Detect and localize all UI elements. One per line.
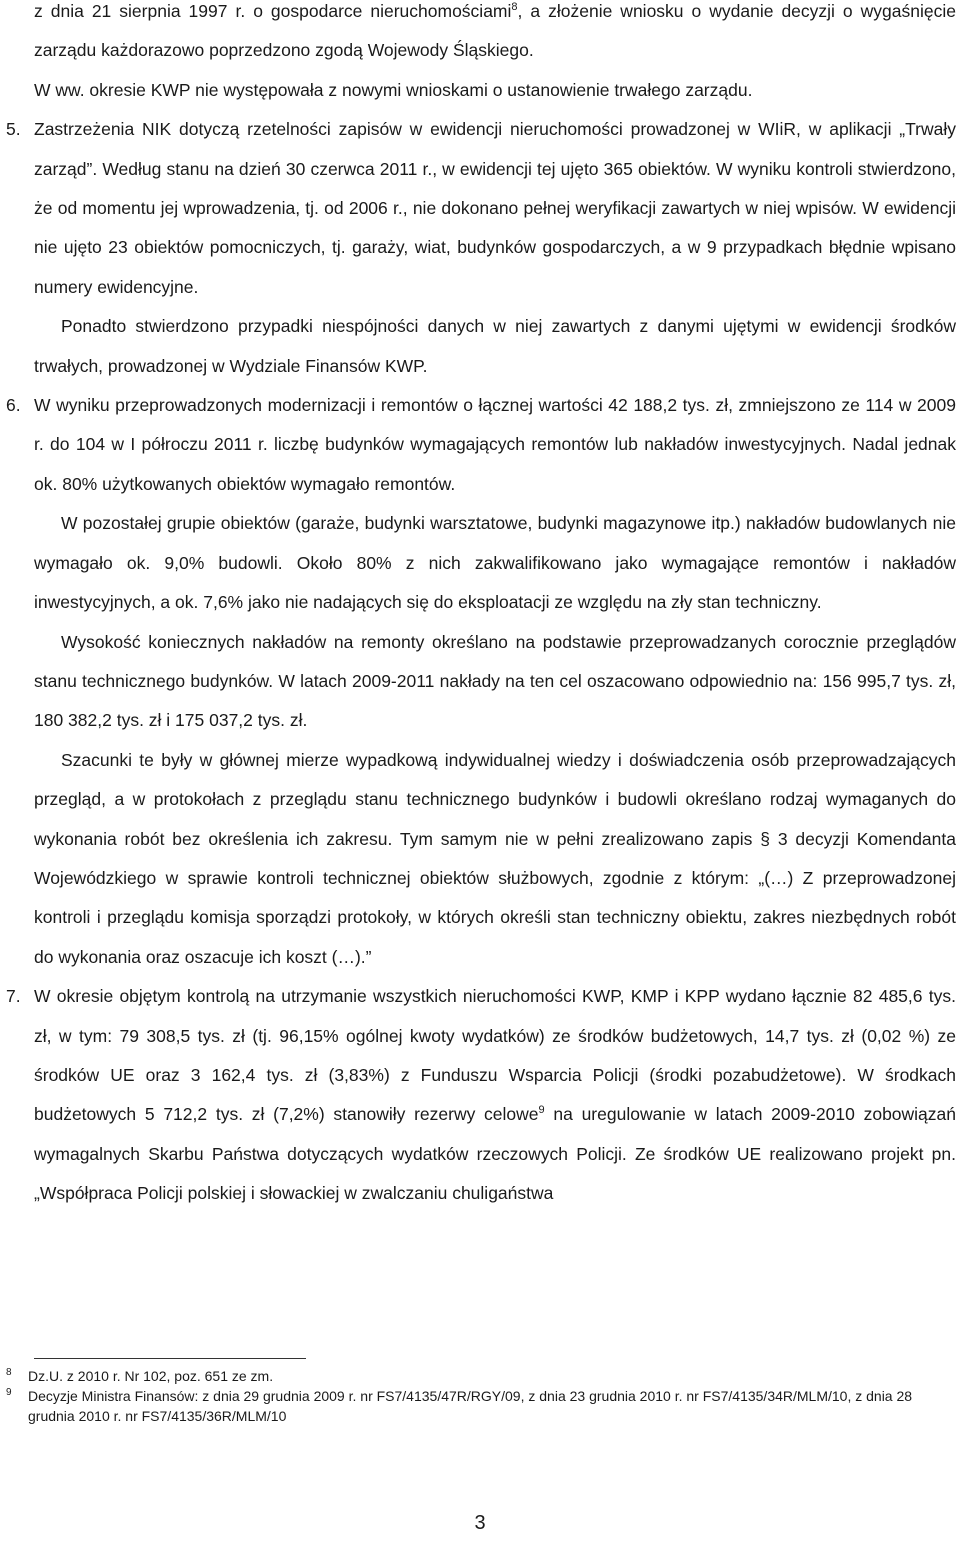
section-5-paragraph-2: Ponadto stwierdzono przypadki niespójności danych w niej zawartych z danymi ujętymi w ewidencji środków trwałych, prowadzonej w Wydziale Finansów KWP. xyxy=(34,316,956,376)
section-6 xyxy=(6,386,956,504)
section-5 xyxy=(6,110,956,307)
section-number: 6. xyxy=(6,395,21,416)
paragraph-continuation xyxy=(34,0,956,71)
footnote-8 xyxy=(0,1366,940,1386)
page-number: 3 xyxy=(474,1512,486,1534)
section-6-paragraph-3: Wysokość koniecznych nakładów na remonty określano na podstawie przeprowadzanych corocznie przeglądów stanu technicznego budynków. W latach 2009-2011 nakłady na ten cel oszacowano odpowiednio na: 156 995,7 tys. zł, 180 382,2 tys. zł i 175 037,2 tys. zł. xyxy=(34,631,956,731)
footnote-text: Decyzje Ministra Finansów: z dnia 29 grudnia 2009 r. nr FS7/4135/47R/RGY/09, z dnia 23 grudnia 2010 r. nr FS7/4135/34R/MLM/10, z dnia 28 grudnia 2010 r. nr FS7/4135/36R/MLM/10 xyxy=(28,1388,913,1424)
paragraph-kwp-applications: W ww. okresie KWP nie występowała z nowymi wnioskami o ustanowienie trwałego zarządu. xyxy=(34,79,753,100)
section-text: na uregulowanie w latach 2009-2010 zobowiązań wymagalnych Skarbu Państwa dotyczących wydatków rzeczowych Policji. Ze środków UE realizowano projekt pn. „Współpraca Policji polskiej i słowackiej w zwalczaniu chuligaństwa xyxy=(34,1104,957,1204)
section-6-paragraph-2: W pozostałej grupie obiektów (garaże, budynki warsztatowe, budynki magazynowe itp.) nakładów budowlanych nie wymagało ok. 9,0% budowli. Około 80% z nich zakwalifikowano jako wymagające remontów i nakładów inwestycyjnych, a ok. 7,6% jako nie nadających się do eksploatacji ze względu na zły stan techniczny. xyxy=(34,513,956,613)
section-number: 5. xyxy=(6,119,21,140)
footnote-mark: 8 xyxy=(6,1367,12,1378)
footnote-mark: 9 xyxy=(6,1387,12,1398)
footnote-9 xyxy=(0,1386,940,1426)
section-text: W wyniku przeprowadzonych modernizacji i remontów o łącznej wartości 42 188,2 tys. zł, zmniejszono ze 114 w 2009 r. do 104 w I półroczu 2011 r. liczbę budynków wymagających remontów lub nakładów inwestycyjnych. Nadal jednak ok. 80% użytkowanych obiektów wymagało remontów. xyxy=(34,395,956,494)
footnote-ref-9[interactable]: 9 xyxy=(538,1104,545,1117)
footnote-ref-8[interactable]: 8 xyxy=(511,1,518,14)
main-text xyxy=(6,0,957,1214)
section-6-paragraph-4: Szacunki te były w głównej mierze wypadkową indywidualnej wiedzy i doświadczenia osób przeprowadzających przegląd, a w protokołach z przeglądu stanu technicznego budynków i budowli określano rodzaj wymaganych do wykonania robót bez określenia ich zakresu. Tym samym nie w pełni zrealizowano zapis § 3 decyzji Komendanta Wojewódzkiego w sprawie kontroli technicznej obiektów służbowych, zgodnie z którym: „(…) Z przeprowadzonej kontroli i przeglądu komisja sporządzi protokoły, w których określi stan techniczny obiektu, zakres niezbędnych robót do wykonania oraz oszacuje ich koszt (…).” xyxy=(34,749,956,967)
section-text: W okresie objętym kontrolą na utrzymanie wszystkich nieruchomości KWP, KMP i KPP wydano łącznie 82 485,6 tys. zł, w tym: 79 308,5 tys. zł (tj. 96,15% ogólnej kwoty wydatków) ze środków budżetowych, 14,7 tys. zł (0,02 %) ze środków UE oraz 3 162,4 tys. zł (3,83%) z Funduszu Wsparcia Policji (środki pozabudżetowe). W środkach budżetowych 5 712,2 tys. zł (7,2%) stanowiły rezerwy celowe xyxy=(34,986,956,1125)
section-number: 7. xyxy=(6,986,21,1007)
footnote-text: Dz.U. z 2010 r. Nr 102, poz. 651 ze zm. xyxy=(28,1368,274,1384)
paragraph-text: , a złożenie wniosku o wydanie decyzji o wygaśnięcie zarządu każdorazowo poprzedzono zgodą Wojewody Śląskiego. xyxy=(34,1,956,61)
paragraph-text: z dnia 21 sierpnia 1997 r. o gospodarce nieruchomościami xyxy=(34,1,512,21)
footnote-separator xyxy=(34,1358,306,1359)
footnotes xyxy=(0,1366,940,1426)
section-text: Zastrzeżenia NIK dotyczą rzetelności zapisów w ewidencji nieruchomości prowadzonej w WIiR, w aplikacji „Trwały zarząd”. Według stanu na dzień 30 czerwca 2011 r., w ewidencji tej ujęto 365 obiektów. W wyniku kontroli stwierdzono, że od momentu jej wprowadzenia, tj. od 2006 r., nie dokonano pełnej weryfikacji zawartych w niej wpisów. W ewidencji nie ujęto 23 obiektów pomocniczych, tj. garaży, wiat, budynków gospodarczych, a w 9 przypadkach błędnie wpisano numery ewidencyjne. xyxy=(34,119,956,297)
section-7 xyxy=(6,977,957,1213)
